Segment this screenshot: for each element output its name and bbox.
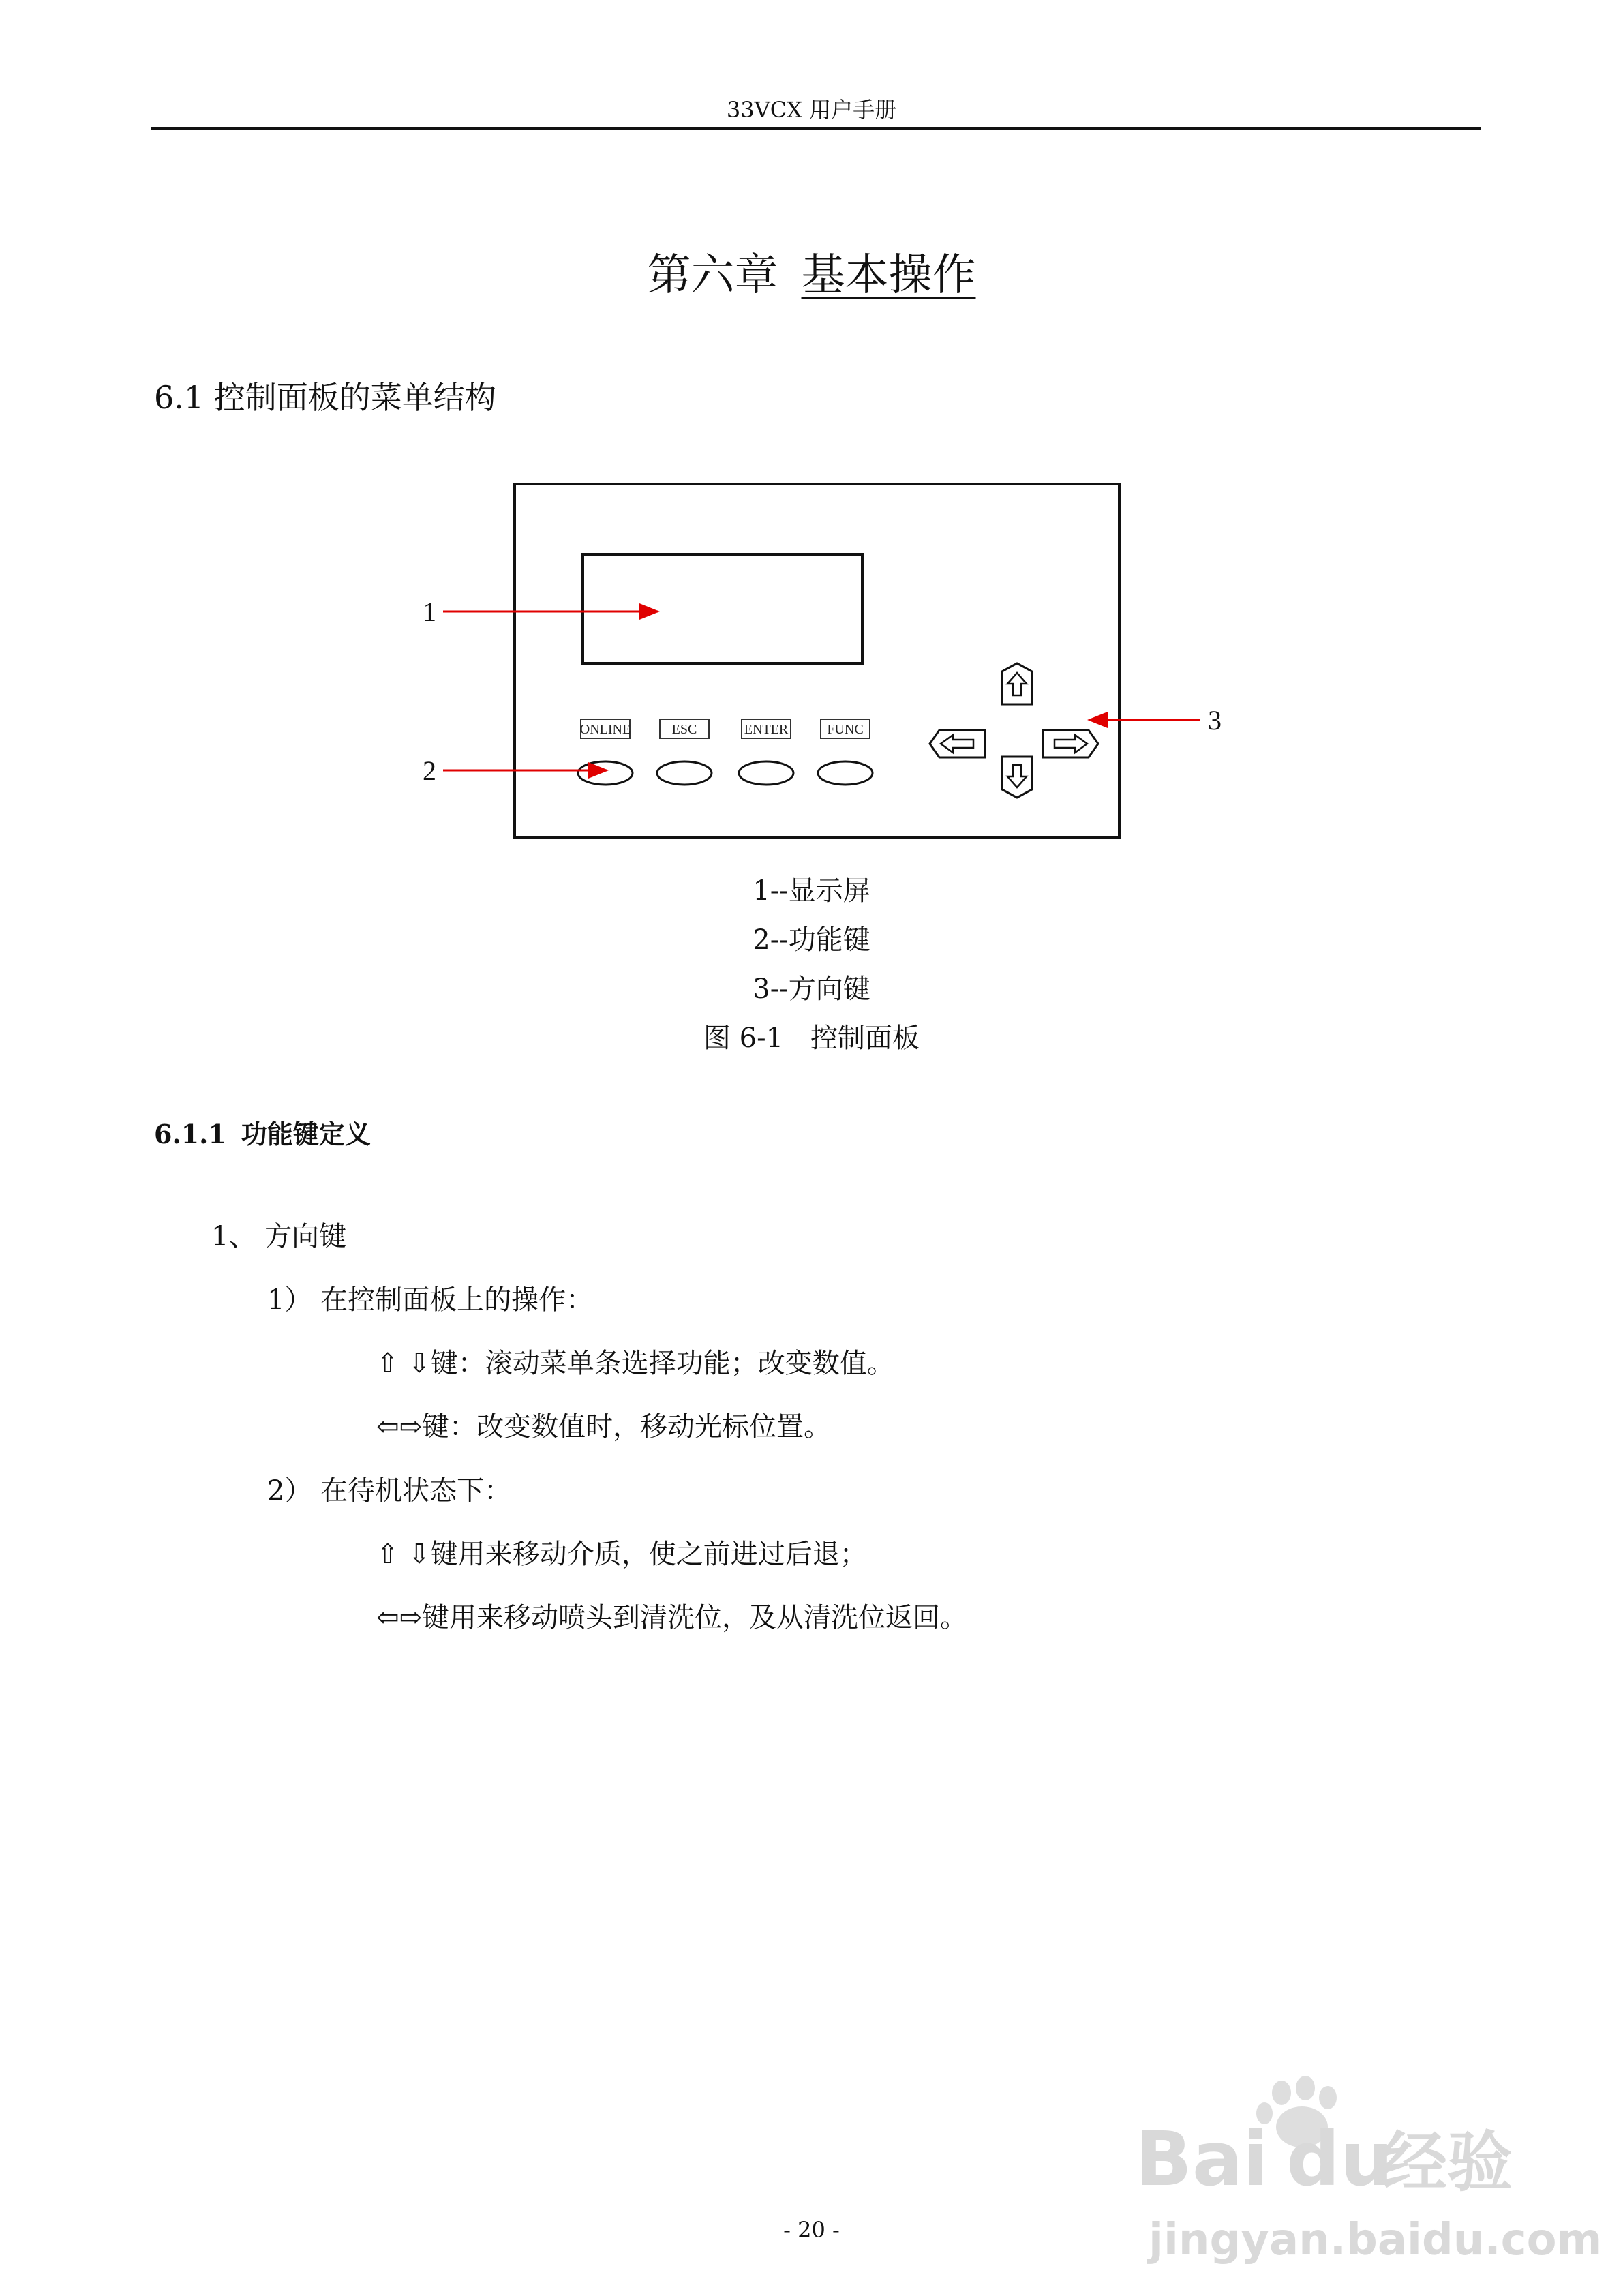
page-number: - 20 -	[783, 2217, 840, 2243]
display-screen	[583, 554, 862, 663]
esc-key-label	[660, 719, 709, 738]
callout-label-3: 3	[1208, 705, 1222, 736]
svg-text:FUNC: FUNC	[827, 722, 864, 737]
svg-text:经验: 经验	[1382, 2124, 1513, 2201]
chapter-name: 基本操作	[801, 250, 976, 301]
online-key	[578, 761, 633, 785]
left-right-keys-standby-text: ⇦⇨键用来移动喷头到清洗位，及从清洗位返回。	[376, 1602, 968, 1633]
legend-direction-keys: 3--方向键	[753, 973, 870, 1005]
sublist-item-panel-operation: 1） 在控制面板上的操作：	[267, 1284, 594, 1316]
svg-text:Bai: Bai	[1135, 2115, 1269, 2203]
svg-text:ENTER: ENTER	[744, 722, 789, 737]
down-arrow-key	[1002, 757, 1032, 798]
svg-text:ESC: ESC	[671, 722, 697, 737]
chapter-title	[0, 240, 1623, 303]
right-arrow-key	[1043, 730, 1098, 757]
list-item-direction-keys: 1、 方向键	[211, 1221, 347, 1252]
svg-text:jingyan.baidu.com: jingyan.baidu.com	[1149, 2215, 1603, 2265]
subsection-heading	[154, 1113, 371, 1151]
legend-display-screen: 1--显示屏	[753, 875, 870, 907]
figure-caption: 图 6-1 控制面板	[703, 1023, 920, 1054]
online-key-label	[580, 719, 631, 738]
callout-label-1: 1	[423, 596, 436, 627]
control-panel-diagram	[409, 470, 1241, 866]
up-down-keys-panel-text: ⇧ ⇩键：滚动菜单条选择功能；改变数值。	[376, 1348, 894, 1379]
chapter-number: 第六章	[647, 250, 778, 301]
up-down-keys-standby-text: ⇧ ⇩键用来移动介质，使之前进过后退；	[376, 1539, 867, 1570]
baidu-jingyan-watermark	[1135, 2076, 1603, 2274]
func-key-label	[821, 719, 870, 738]
enter-key	[739, 761, 793, 785]
legend-function-keys: 2--功能键	[753, 924, 870, 956]
callout-label-2: 2	[423, 755, 436, 786]
svg-text:ONLINE: ONLINE	[579, 722, 631, 737]
subsection-title: 功能键定义	[241, 1119, 371, 1149]
header-rule	[151, 127, 1481, 130]
enter-key-label	[742, 719, 791, 738]
section-heading: 6.1 控制面板的菜单结构	[154, 379, 496, 416]
running-header: 33VCX 用户手册	[726, 97, 897, 123]
svg-text:du: du	[1286, 2115, 1394, 2203]
up-arrow-key	[1002, 663, 1032, 704]
left-right-keys-panel-text: ⇦⇨键：改变数值时，移动光标位置。	[376, 1411, 832, 1442]
func-key	[818, 761, 873, 785]
esc-key	[657, 761, 712, 785]
subsection-number: 6.1.1	[154, 1119, 226, 1149]
sublist-item-standby: 2） 在待机状态下：	[267, 1475, 512, 1507]
left-arrow-key	[930, 730, 985, 757]
